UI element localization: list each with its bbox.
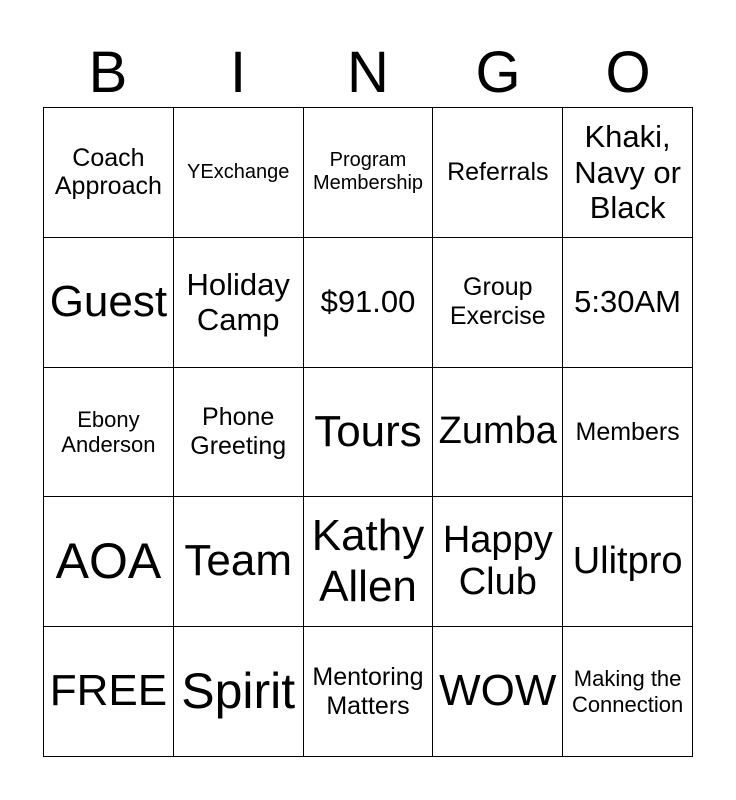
bingo-cell[interactable]: Kathy Allen <box>304 497 434 627</box>
header-letter-n: N <box>347 40 389 105</box>
bingo-cell[interactable]: $91.00 <box>304 238 434 368</box>
bingo-cell[interactable]: FREE <box>44 627 174 757</box>
bingo-cell[interactable]: Zumba <box>433 368 563 498</box>
bingo-cell[interactable]: Team <box>174 497 304 627</box>
bingo-cell[interactable]: Spirit <box>174 627 304 757</box>
bingo-cell[interactable]: Tours <box>304 368 434 498</box>
bingo-cell[interactable]: Ulitpro <box>563 497 693 627</box>
bingo-cell[interactable]: Members <box>563 368 693 498</box>
bingo-cell[interactable]: WOW <box>433 627 563 757</box>
bingo-cell[interactable]: Khaki, Navy or Black <box>563 108 693 238</box>
bingo-cell[interactable]: Coach Approach <box>44 108 174 238</box>
bingo-header <box>43 40 693 106</box>
bingo-grid <box>43 107 693 757</box>
bingo-cell[interactable]: Phone Greeting <box>174 368 304 498</box>
bingo-cell[interactable]: Referrals <box>433 108 563 238</box>
bingo-cell[interactable]: Happy Club <box>433 497 563 627</box>
bingo-cell[interactable]: Guest <box>44 238 174 368</box>
bingo-cell[interactable]: AOA <box>44 497 174 627</box>
bingo-cell[interactable]: YExchange <box>174 108 304 238</box>
header-letter-b: B <box>88 40 128 105</box>
bingo-cell[interactable]: Program Membership <box>304 108 434 238</box>
bingo-cell[interactable]: 5:30AM <box>563 238 693 368</box>
bingo-cell[interactable]: Group Exercise <box>433 238 563 368</box>
bingo-cell[interactable]: Mentoring Matters <box>304 627 434 757</box>
bingo-cell[interactable]: Making the Connection <box>563 627 693 757</box>
header-letter-o: O <box>605 40 651 105</box>
bingo-cell[interactable]: Holiday Camp <box>174 238 304 368</box>
bingo-cell[interactable]: Ebony Anderson <box>44 368 174 498</box>
header-letter-g: G <box>475 40 521 105</box>
header-letter-i: I <box>229 40 247 105</box>
